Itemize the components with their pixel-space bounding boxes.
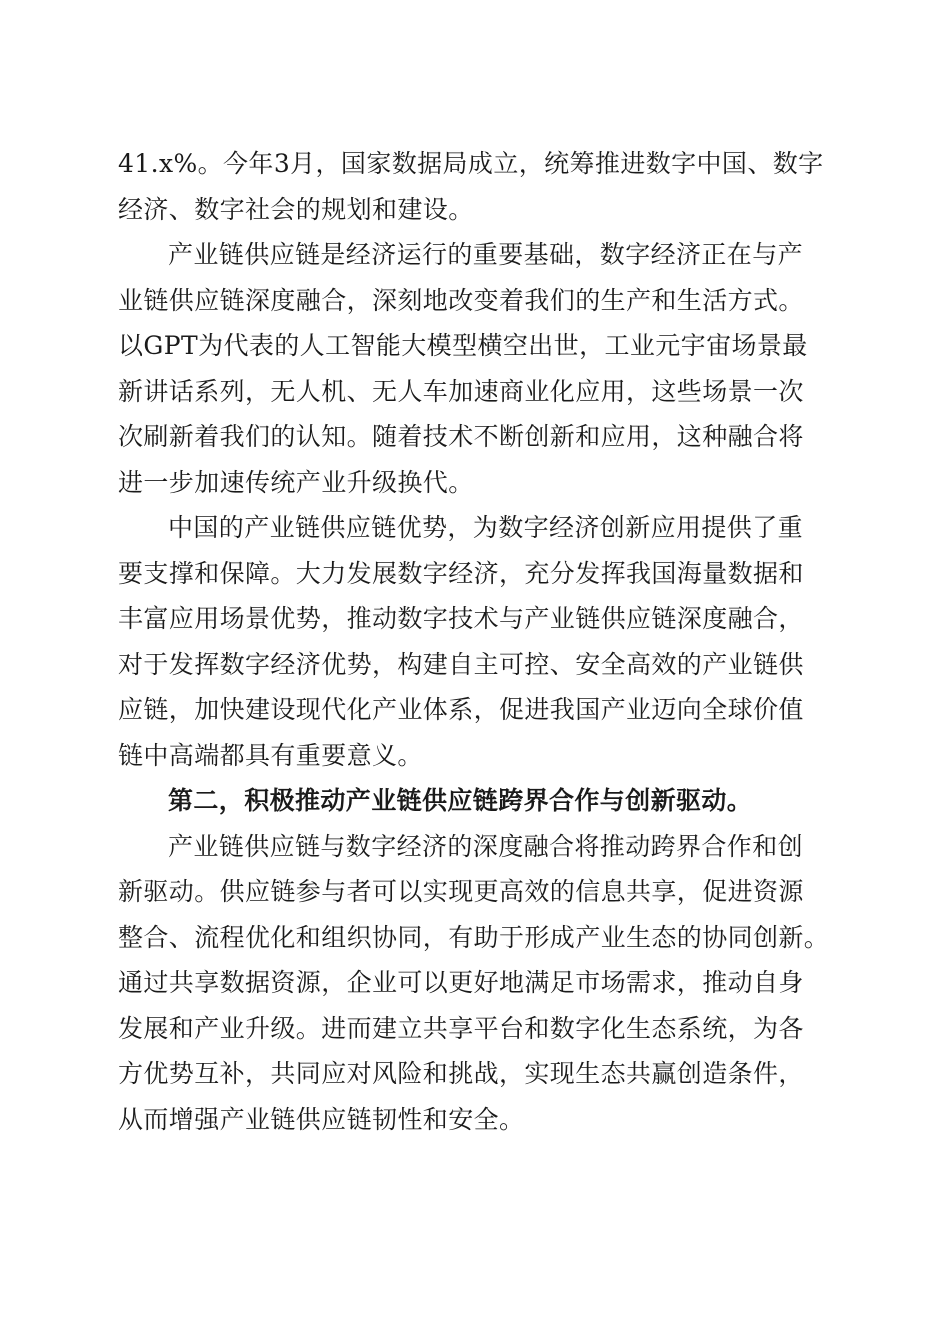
section-heading: 第二，积极推动产业链供应链跨界合作与创新驱动。 [168,786,753,815]
text-line: 新驱动。供应链参与者可以实现更高效的信息共享，促进资源 [118,877,804,906]
text-line: 通过共享数据资源，企业可以更好地满足市场需求，推动自身 [118,968,804,997]
text-line: 应链，加快建设现代化产业体系，促进我国产业迈向全球价值 [118,695,804,724]
text-line: 链中高端都具有重要意义。 [118,740,423,770]
text-line: 要支撑和保障。大力发展数字经济，充分发挥我国海量数据和 [118,558,804,588]
paragraph-start-line: 产业链供应链是经济运行的重要基础，数字经济正在与产 [168,240,804,269]
text-line: 方优势互补，共同应对风险和挑战，实现生态共赢创造条件， [118,1059,804,1088]
text-line: 经济、数字社会的规划和建设。 [118,194,474,224]
text-line: 整合、流程优化和组织协同，有助于形成产业生态的协同创新。 [118,922,830,952]
text-line: 对于发挥数字经济优势，构建自主可控、安全高效的产业链供 [118,649,804,679]
text-line: 发展和产业升级。进而建立共享平台和数字化生态系统，为各 [118,1013,804,1043]
body-text [118,141,838,1142]
text-line: 丰富应用场景优势，推动数字技术与产业链供应链深度融合， [118,604,804,633]
text-line: 次刷新着我们的认知。随着技术不断创新和应用，这种融合将 [118,422,804,451]
text-line: 进一步加速传统产业升级换代。 [118,467,474,497]
paragraph-start-line: 产业链供应链与数字经济的深度融合将推动跨界合作和创 [168,831,804,861]
text-line: 从而增强产业链供应链韧性和安全。 [118,1104,525,1134]
text-line: 以GPT为代表的人工智能大模型横空出世，工业元宇宙场景最 [118,331,808,360]
text-line: 新讲话系列，无人机、无人车加速商业化应用，这些场景一次 [118,376,804,406]
text-line: 41.x%。今年3月，国家数据局成立，统筹推进数字中国、数字 [118,149,824,178]
paragraph-start-line: 中国的产业链供应链优势，为数字经济创新应用提供了重 [168,513,804,542]
text-line: 业链供应链深度融合，深刻地改变着我们的生产和生活方式。 [118,285,804,315]
